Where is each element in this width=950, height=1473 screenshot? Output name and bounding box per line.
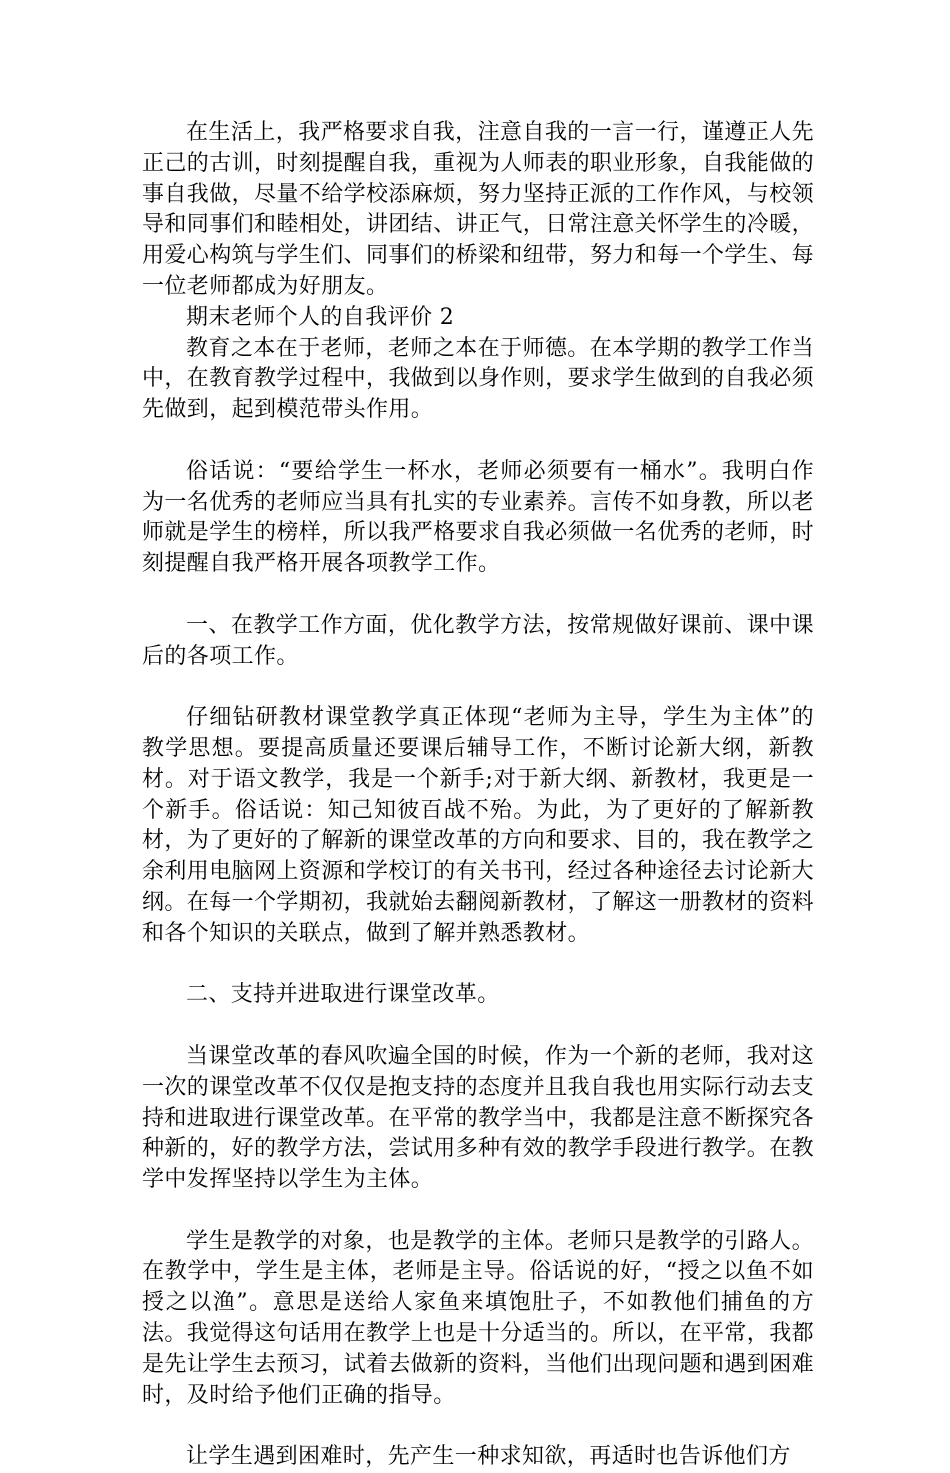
paragraph-education: 教育之本在于老师，老师之本在于师德。在本学期的教学工作当中，在教育教学过程中，我做到以身作则，要求学生做到的自我必须先做到，起到模范带头作用。	[142, 335, 815, 423]
paragraph-teaching-work: 一、在教学工作方面，优化教学方法，按常规做好课前、课中课后的各项工作。	[142, 612, 814, 669]
paragraph-proverb: 俗话说：“要给学生一杯水，老师必须要有一桶水”。我明白作为一名优秀的老师应当具有扎实的专业素养。言传不如身教，所以老师就是学生的榜样，所以我严格要求自我必须做一名优秀的老师，时刻提醒自我严格开展各项教学工作。	[142, 458, 815, 577]
paragraph-student-subject: 学生是教学的对象，也是教学的主体。老师只是教学的引路人。在教学中，学生是主体，老师是主导。俗话说的好，“授之以鱼不如授之以渔”。意思是送给人家鱼来填饱肚子，不如教他们捕鱼的方法。我觉得这句话用在教学上也是十分适当的。所以，在平常，我都是先让学生去预习，试着去做新的资料，当他们出现问题和遇到困难时，及时给予他们正确的指导。	[142, 1228, 815, 1408]
paragraph-textbook-study: 仔细钻研教材课堂教学真正体现“老师为主导，学生为主体”的教学思想。要提高质量还要课后辅导工作，不断讨论新大纲，新教材。对于语文教学，我是一个新手;对于新大纲、新教材，我更是一个新手。俗话说：知己知彼百战不殆。为此，为了更好的了解新教材，为了更好的了解新的课堂改革的方向和要求、目的，我在教学之余利用电脑网上资源和学校订的有关书刊，经过各种途径去讨论新大纲。在每一个学期初，我就始去翻阅新教材，了解这一册教材的资料和各个知识的关联点，做到了解并熟悉教材。	[142, 705, 815, 946]
paragraph-reform: 当课堂改革的春风吹遍全国的时候，作为一个新的老师，我对这一次的课堂改革不仅仅是抱支持的态度并且我自我也用实际行动去支持和进取进行课堂改革。在平常的教学当中，我都是注意不断探究各种新的，好的教学方法，尝试用多种有效的教学手段进行教学。在教学中发挥坚持以学生为主体。	[142, 1043, 815, 1193]
document-body	[142, 118, 814, 1473]
paragraph-reform-heading: 二、支持并进取进行课堂改革。	[186, 982, 500, 1008]
paragraph-life: 在生活上，我严格要求自我，注意自我的一言一行，谨遵正人先正己的古训，时刻提醒自我，重视为人师表的职业形象，自我能做的事自我做，尽量不给学校添麻烦，努力坚持正派的工作作风，与校领导和同事们和睦相处，讲团结、讲正气，日常注意关怀学生的冷暖，用爱心构筑与学生们、同事们的桥梁和纽带，努力和每一个学生、每一位老师都成为好朋友。	[142, 120, 815, 299]
section-heading: 期末老师个人的自我评价 2	[186, 304, 455, 330]
paragraph-difficulty: 让学生遇到困难时，先产生一种求知欲，再适时也告诉他们方	[186, 1444, 791, 1470]
